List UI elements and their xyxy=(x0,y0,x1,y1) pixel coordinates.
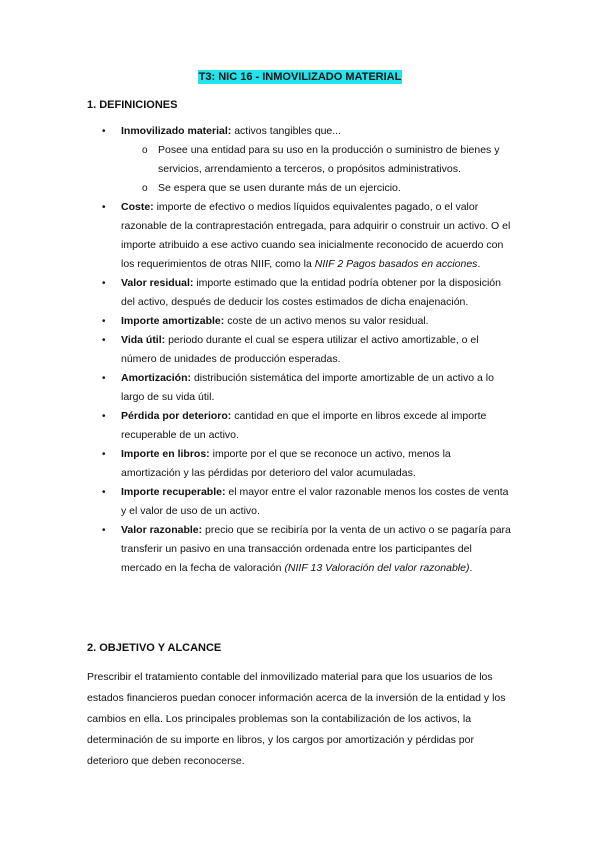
objective-paragraph: Prescribir el tratamiento contable del inmovilizado material para que los usuarios de los estados financieros puedan conocer información acerca de la inversión de la entidad y los cambios en ella. Los principales problemas son la contabilización de los activos, la determinación de su importe en libros, y los cargos por amortización y pérdidas por deterioro que deben reconocerse. xyxy=(87,671,506,767)
definition-text: precio que se recibiría por la venta de un activo o se pagaría para transferir un pasivo en una transacción ordenada entre los participantes del mercado en la fecha de valoración xyxy=(121,524,511,574)
bullet: • xyxy=(102,278,106,289)
definition-item xyxy=(102,122,513,141)
definition-item xyxy=(102,445,513,483)
definition-text: periodo durante el cual se espera utilizar el activo amortizable, o el número de unidades de producción esperadas. xyxy=(121,334,479,365)
definition-item xyxy=(102,369,513,407)
section-heading-objective: 2. OBJETIVO Y ALCANCE xyxy=(87,642,222,654)
bullet: • xyxy=(102,487,106,498)
sub-bullet: o xyxy=(142,183,148,194)
definition-term: Amortización: xyxy=(121,372,192,384)
definition-term: Importe recuperable: xyxy=(121,486,226,498)
bullet: • xyxy=(102,411,106,422)
definition-text: coste de un activo menos su valor residual. xyxy=(227,315,429,327)
definition-item xyxy=(102,483,513,521)
bullet: • xyxy=(102,335,106,346)
sub-item xyxy=(142,179,514,198)
sub-item xyxy=(142,141,514,179)
definition-term: Pérdida por deterioro: xyxy=(121,410,232,422)
bullet: • xyxy=(102,525,106,536)
definition-item xyxy=(102,521,513,578)
definition-term: Coste: xyxy=(121,201,154,213)
definition-text: distribución sistemática del importe amortizable de un activo a lo largo de su vida útil. xyxy=(121,372,494,403)
definition-term: Inmovilizado material: xyxy=(121,125,232,137)
definition-term: Importe en libros: xyxy=(121,448,210,460)
definition-item xyxy=(102,407,513,445)
definition-term: Valor residual: xyxy=(121,277,194,289)
sub-item-text: Posee una entidad para su uso en la producción o suministro de bienes y servicios, arrendamiento a terceros, o propósitos administrativos. xyxy=(158,144,500,175)
definition-text: importe de efectivo o medios líquidos equivalentes pagado, o el valor razonable de la contraprestación entregada, para adquirir o construir un activo. O el importe atribuido a ese activo cuando sea inicialmente reconocido de acuerdo con los requerimientos de otras NIIF, como la xyxy=(121,201,511,270)
definition-punct: . xyxy=(477,258,481,270)
definition-punct: . xyxy=(469,562,473,574)
definition-text: el mayor entre el valor razonable menos los costes de venta y el valor de uso de un activo. xyxy=(121,486,509,517)
bullet: • xyxy=(102,373,106,384)
definition-text: importe por el que se reconoce un activo, menos la amortización y las pérdidas por deterioro del valor acumuladas. xyxy=(121,448,451,479)
definition-text: activos tangibles que... xyxy=(234,125,342,137)
page-title xyxy=(0,70,600,84)
definition-text: cantidad en que el importe en libros excede al importe recuperable de un activo. xyxy=(121,410,487,441)
definition-reference: NIIF 2 Pagos basados en acciones xyxy=(314,258,478,270)
definition-item xyxy=(102,274,513,312)
bullet: • xyxy=(102,449,106,460)
definition-text: importe estimado que la entidad podría obtener por la disposición del activo, después de deducir los costes estimados de dicha enajenación. xyxy=(121,277,501,308)
definition-item xyxy=(102,331,513,369)
definitions-list xyxy=(0,122,600,578)
bullet: • xyxy=(102,316,106,327)
definition-term: Vida útil: xyxy=(121,334,166,346)
bullet: • xyxy=(102,126,106,137)
title-highlight: T3: NIC 16 - INMOVILIZADO MATERIAL xyxy=(198,71,402,83)
sub-bullet: o xyxy=(142,145,148,156)
definition-term: Valor razonable: xyxy=(121,524,203,536)
section-heading-definitions: 1. DEFINICIONES xyxy=(87,99,178,111)
definition-item xyxy=(102,198,513,274)
definition-term: Importe amortizable: xyxy=(121,315,225,327)
bullet: • xyxy=(102,202,106,213)
definition-reference: (NIIF 13 Valoración del valor razonable) xyxy=(284,562,470,574)
definition-item xyxy=(102,312,513,331)
sub-item-text: Se espera que se usen durante más de un ejercicio. xyxy=(158,182,401,194)
